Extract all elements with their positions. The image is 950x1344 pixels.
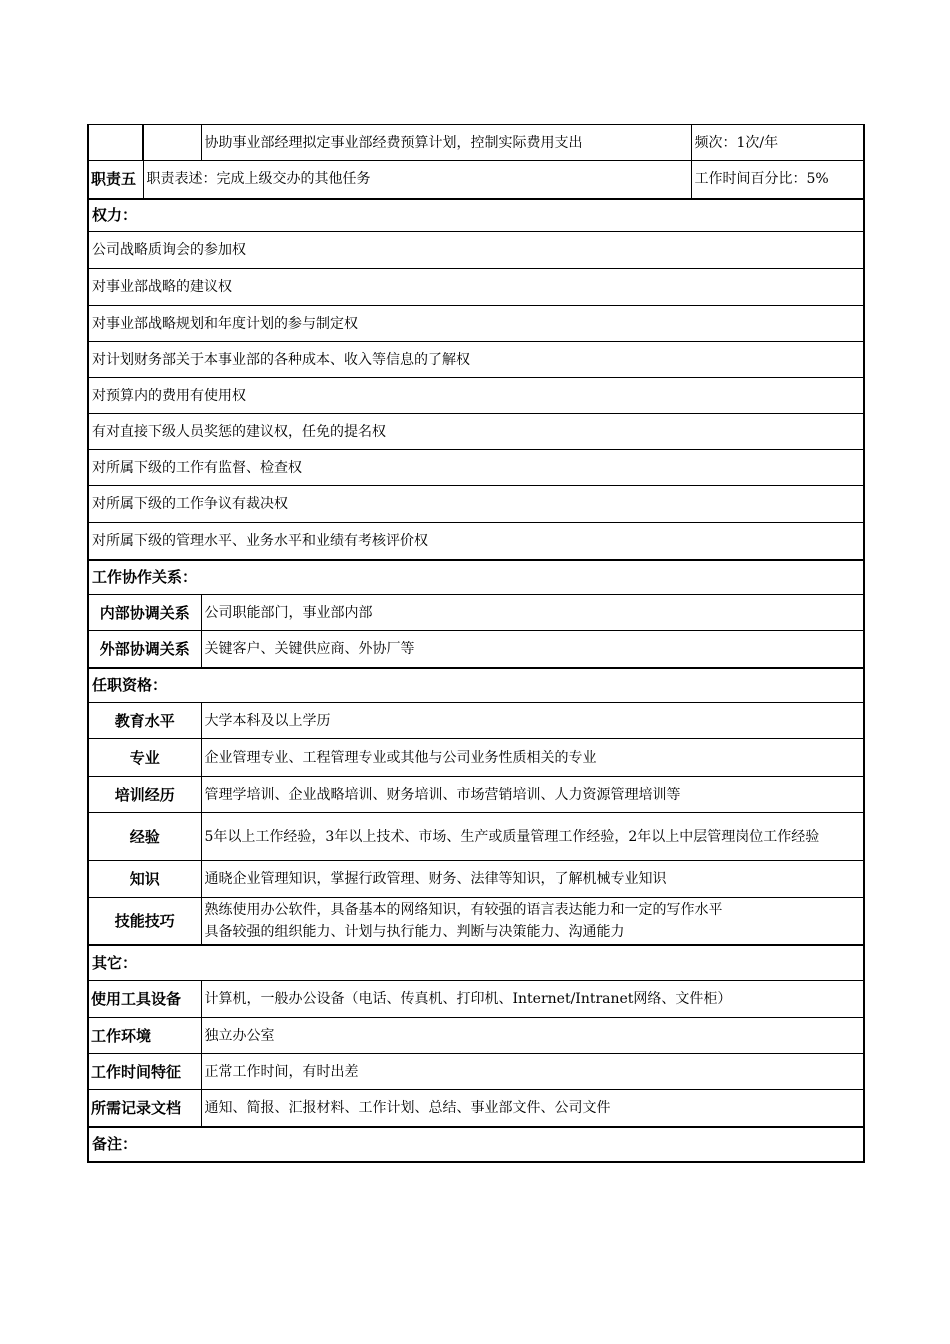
relations-heading: 工作协作关系：: [88, 560, 864, 595]
education-label: 教育水平: [88, 703, 201, 739]
duty-frequency: 频次：1次/年: [691, 125, 864, 161]
work-time-row: [88, 1054, 864, 1090]
authority-item-text: 公司战略质询会的参加权: [88, 232, 864, 269]
work-time-label: 工作时间特征: [88, 1054, 201, 1090]
experience-row: [88, 813, 864, 861]
education-row: [88, 703, 864, 739]
authority-item: [88, 378, 864, 414]
tools-label: 使用工具设备: [88, 981, 201, 1018]
qualifications-heading-row: [88, 668, 864, 703]
duty5-row: [88, 161, 864, 199]
job-description-document: [87, 124, 863, 1163]
duty-continuation-row: [88, 125, 864, 161]
authority-item: [88, 269, 864, 306]
authority-item: [88, 306, 864, 342]
authority-item: [88, 450, 864, 486]
relations-heading-row: [88, 560, 864, 595]
other-heading-row: [88, 945, 864, 981]
skills-line: 熟练使用办公软件，具备基本的网络知识，有较强的语言表达能力和一定的写作水平: [204, 901, 723, 918]
external-relations-value: 关键客户、关键供应商、外协厂等: [201, 631, 864, 668]
authority-item: [88, 232, 864, 269]
authority-item-text: 有对直接下级人员奖惩的建议权，任免的提名权: [88, 414, 864, 450]
other-heading: 其它：: [88, 945, 864, 981]
empty-cell: [88, 125, 143, 161]
qualifications-heading: 任职资格：: [88, 668, 864, 703]
authority-item-text: 对所属下级的工作争议有裁决权: [88, 486, 864, 523]
internal-relations-row: [88, 595, 864, 631]
environment-label: 工作环境: [88, 1018, 201, 1054]
authority-item-text: 对所属下级的工作有监督、检查权: [88, 450, 864, 486]
training-value: 管理学培训、企业战略培训、财务培训、市场营销培训、人力资源管理培训等: [201, 777, 864, 813]
documents-row: [88, 1090, 864, 1127]
education-value: 大学本科及以上学历: [201, 703, 864, 739]
tools-value: 计算机，一般办公设备（电话、传真机、打印机、Internet/Intranet网络、文件柜）: [201, 981, 864, 1018]
major-label: 专业: [88, 739, 201, 777]
skills-value: [201, 898, 864, 945]
major-row: [88, 739, 864, 777]
job-description-table: [87, 124, 865, 1163]
training-row: [88, 777, 864, 813]
authority-item: [88, 414, 864, 450]
authority-heading: 权力：: [88, 199, 864, 232]
knowledge-label: 知识: [88, 861, 201, 898]
authority-item: [88, 342, 864, 378]
major-value: 企业管理专业、工程管理专业或其他与公司业务性质相关的专业: [201, 739, 864, 777]
authority-item-text: 对事业部战略的建议权: [88, 269, 864, 306]
environment-row: [88, 1018, 864, 1054]
skills-label: 技能技巧: [88, 898, 201, 945]
duty5-label: 职责五: [88, 161, 143, 199]
authority-item: [88, 486, 864, 523]
external-relations-row: [88, 631, 864, 668]
authority-item-text: 对事业部战略规划和年度计划的参与制定权: [88, 306, 864, 342]
duty5-description: 职责表述：完成上级交办的其他任务: [143, 161, 691, 199]
internal-relations-value: 公司职能部门，事业部内部: [201, 595, 864, 631]
remarks-row: [88, 1127, 864, 1162]
environment-value: 独立办公室: [201, 1018, 864, 1054]
skills-line: 具备较强的组织能力、计划与执行能力、判断与决策能力、沟通能力: [204, 923, 625, 940]
work-time-value: 正常工作时间，有时出差: [201, 1054, 864, 1090]
empty-cell: [143, 125, 201, 161]
knowledge-value: 通晓企业管理知识，掌握行政管理、财务、法律等知识，了解机械专业知识: [201, 861, 864, 898]
duty-description: 协助事业部经理拟定事业部经费预算计划，控制实际费用支出: [201, 125, 691, 161]
skills-row: [88, 898, 864, 945]
internal-relations-label: 内部协调关系: [88, 595, 201, 631]
authority-item-text: 对所属下级的管理水平、业务水平和业绩有考核评价权: [88, 523, 864, 560]
authority-item-text: 对计划财务部关于本事业部的各种成本、收入等信息的了解权: [88, 342, 864, 378]
knowledge-row: [88, 861, 864, 898]
authority-item: [88, 523, 864, 560]
external-relations-label: 外部协调关系: [88, 631, 201, 668]
documents-label: 所需记录文档: [88, 1090, 201, 1127]
documents-value: 通知、简报、汇报材料、工作计划、总结、事业部文件、公司文件: [201, 1090, 864, 1127]
tools-row: [88, 981, 864, 1018]
authority-item-text: 对预算内的费用有使用权: [88, 378, 864, 414]
remarks-heading: 备注：: [88, 1127, 864, 1162]
authority-heading-row: [88, 199, 864, 232]
training-label: 培训经历: [88, 777, 201, 813]
duty5-time-percent: 工作时间百分比：5%: [691, 161, 864, 199]
experience-label: 经验: [88, 813, 201, 861]
experience-value: 5年以上工作经验，3年以上技术、市场、生产或质量管理工作经验，2年以上中层管理岗位工作经验: [201, 813, 864, 861]
